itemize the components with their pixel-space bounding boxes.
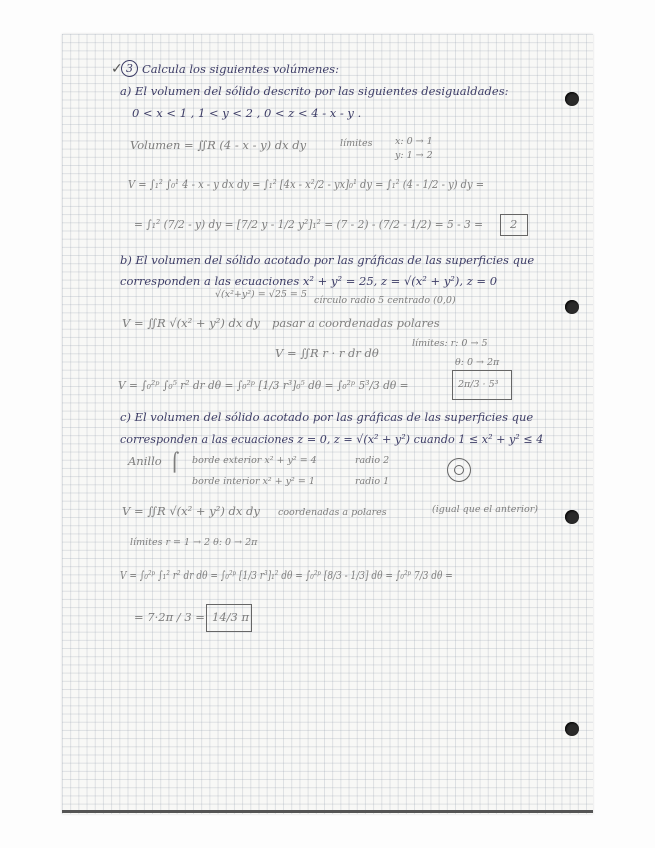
part-a-result: 2 — [510, 217, 518, 231]
part-a-limit-y: y: 1 → 2 — [395, 150, 433, 161]
part-b-circle-note: círculo radio 5 centrado (0,0) — [314, 295, 456, 306]
part-b-volume-definition: V = ∬R √(x² + y²) dx dy — [122, 316, 260, 330]
binder-hole-1 — [565, 92, 579, 106]
part-c-polar-note: coordenadas a polares — [278, 507, 387, 518]
part-b-work-line1: V = ∫₀²ᵖ ∫₀⁵ r² dr dθ = ∫₀²ᵖ [1/3 r³]₀⁵ dθ = ∫₀²ᵖ 5³/3 dθ = — [118, 378, 409, 392]
part-a-work-line1: V = ∫₁² ∫₀¹ 4 - x - y dx dy = ∫₁² [4x - x²/2 - yx]₀¹ dy = ∫₁² (4 - 1/2 - y) dy = — [128, 177, 485, 191]
sheet-bottom-edge — [62, 810, 593, 813]
part-b-polar-note: pasar a coordenadas polares — [272, 316, 440, 330]
part-a-limit-x: x: 0 → 1 — [395, 136, 433, 147]
part-c-result: 14/3 π — [212, 610, 250, 624]
problem-title: Calcula los siguientes volúmenes: — [142, 62, 339, 76]
part-a-statement-line1: a) El volumen del sólido descrito por las siguientes desigualdades: — [120, 84, 509, 98]
part-c-anillo-label: Anillo — [128, 454, 162, 468]
part-b-polar-integral: V = ∬R r · r dr dθ — [275, 346, 379, 360]
part-a-statement-line2: 0 < x < 1 , 1 < y < 2 , 0 < z < 4 - x - y . — [132, 106, 362, 120]
part-c-statement-line1: c) El volumen del sólido acotado por las gráficas de las superficies que — [120, 410, 534, 424]
binder-hole-2 — [565, 300, 579, 314]
part-b-statement-line2: corresponden a las ecuaciones x² + y² = 25, z = √(x² + y²), z = 0 — [120, 274, 498, 288]
part-b-sqrt-note: √(x²+y²) = √25 = 5 — [215, 289, 307, 300]
part-a-volume-definition: Volumen = ∬R (4 - x - y) dx dy — [130, 138, 307, 152]
part-c-volume-definition: V = ∬R √(x² + y²) dx dy — [122, 504, 260, 518]
part-a-work-line2: = ∫₁² (7/2 - y) dy = [7/2 y - 1/2 y²]₁² = (7 - 2) - (7/2 - 1/2) = 5 - 3 = — [134, 217, 483, 231]
part-c-inner-radius: radio 1 — [355, 476, 390, 487]
part-c-outer-edge: borde exterior x² + y² = 4 — [192, 455, 317, 466]
part-c-same-note: (igual que el anterior) — [432, 504, 538, 515]
part-b-limits-r: límites: r: 0 → 5 — [412, 338, 488, 349]
part-b-limits-theta: θ: 0 → 2π — [455, 357, 500, 368]
part-c-outer-radius: radio 2 — [355, 455, 390, 466]
annulus-sketch-icon — [447, 458, 471, 482]
part-c-brace-icon: ⌠ — [170, 452, 180, 473]
part-b-result: 2π/3 · 5³ — [458, 379, 499, 390]
binder-hole-3 — [565, 510, 579, 524]
part-b-statement-line1: b) El volumen del sólido acotado por las gráficas de las superficies que — [120, 253, 535, 267]
part-c-inner-edge: borde interior x² + y² = 1 — [192, 476, 315, 487]
part-c-limits: límites r = 1 → 2 θ: 0 → 2π — [130, 537, 258, 548]
part-c-work-line2: = 7·2π / 3 = — [134, 610, 205, 624]
part-c-statement-line2: corresponden a las ecuaciones z = 0, z = √(x² + y²) cuando 1 ≤ x² + y² ≤ 4 — [120, 432, 544, 446]
binder-hole-4 — [565, 722, 579, 736]
check-mark-icon: ✓ — [111, 61, 123, 77]
part-c-work-line1: V = ∫₀²ᵖ ∫₁² r² dr dθ = ∫₀²ᵖ [1/3 r³]₁² dθ = ∫₀²ᵖ [8/3 - 1/3] dθ = ∫₀²ᵖ 7/3 dθ = — [120, 568, 453, 582]
problem-number: 3 — [121, 60, 138, 77]
part-a-limits-label: límites — [340, 138, 373, 149]
